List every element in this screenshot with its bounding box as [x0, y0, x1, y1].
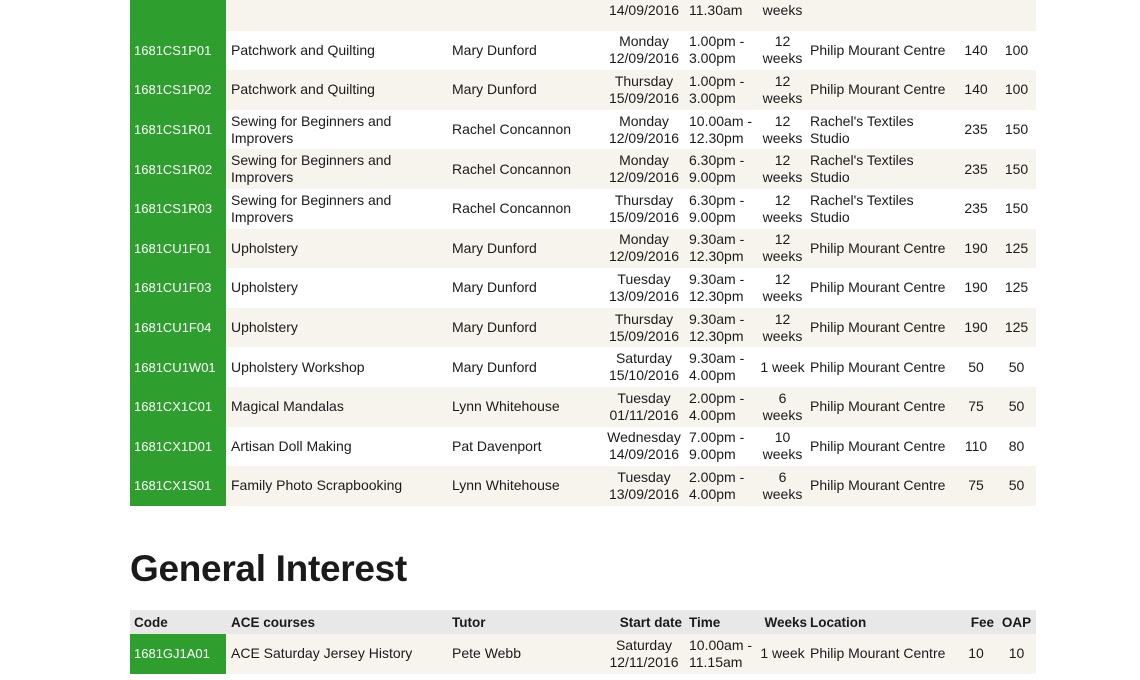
course-code: 1681CS1P02	[130, 70, 226, 110]
location: Rachel's Textiles Studio	[810, 191, 914, 225]
oap-fee: 150	[1004, 160, 1029, 177]
course-code: 1681CU1F03	[130, 268, 226, 308]
table-row	[130, 229, 1036, 269]
location: Rachel's Textiles Studio	[810, 152, 914, 186]
time: 9.30am - 12.30pm	[689, 231, 745, 265]
course-name: Sewing for Beginners and Improvers	[231, 191, 392, 225]
fee: 75	[968, 477, 984, 494]
oap-fee: 125	[1004, 279, 1029, 296]
tutor-name: Rachel Concannon	[452, 200, 572, 217]
oap-fee: 50	[1008, 477, 1025, 494]
location: Philip Mourant Centre	[810, 645, 946, 662]
course-name	[230, 0, 451, 31]
tutor-name: Rachel Concannon	[452, 160, 572, 177]
course-code: 1681CX1C01	[130, 387, 226, 427]
header-location: Location	[810, 614, 867, 630]
location: Philip Mourant Centre	[810, 41, 946, 58]
oap-fee: 125	[1004, 319, 1029, 336]
table-row	[130, 70, 1036, 110]
header-weeks: Weeks	[764, 614, 807, 630]
course-name: Upholstery Workshop	[231, 358, 365, 375]
fee: 110	[964, 437, 988, 454]
weeks: 12 weeks	[762, 33, 803, 67]
tutor-name: Mary Dunford	[452, 358, 537, 375]
course-name: Sewing for Beginners and Improvers	[231, 112, 392, 146]
course-code: 1681CU1F01	[130, 229, 226, 269]
start-date: Tuesday 13/09/2016	[608, 468, 680, 502]
fee	[955, 0, 997, 31]
start-date: Thursday 15/09/2016	[608, 310, 680, 344]
weeks: 12 weeks	[762, 72, 803, 106]
table-row	[130, 427, 1036, 467]
header-tutor: Tutor	[452, 614, 486, 630]
time: 9.30am - 12.30pm	[689, 310, 745, 344]
course-name: Upholstery	[231, 239, 298, 256]
weeks: 12 weeks	[762, 310, 803, 344]
fee: 235	[964, 200, 988, 217]
start-date: Saturday 15/10/2016	[608, 350, 680, 384]
oap-fee: 100	[1004, 81, 1029, 98]
oap-fee: 150	[1004, 121, 1029, 138]
start-date: Thursday 15/09/2016	[608, 191, 680, 225]
table-row	[130, 634, 1036, 674]
course-table-general-interest	[130, 610, 1036, 674]
tutor-name: Lynn Whitehouse	[452, 398, 560, 415]
location: Philip Mourant Centre	[810, 239, 946, 256]
course-name: Magical Mandalas	[231, 398, 344, 415]
weeks: 6 weeks	[762, 468, 803, 502]
header-code: Code	[134, 614, 168, 630]
header-start-date: Start date	[619, 614, 682, 630]
course-name: Artisan Doll Making	[231, 437, 352, 454]
time: 10.00am - 12.30pm	[689, 112, 753, 146]
time: 6.30pm - 9.00pm	[689, 191, 745, 225]
tutor-name: Mary Dunford	[452, 279, 537, 296]
header-oap: OAP	[1001, 614, 1032, 630]
tutor-name	[451, 0, 604, 31]
weeks: 6 weeks	[762, 389, 803, 423]
header-course: ACE courses	[231, 614, 316, 630]
table-row	[130, 466, 1036, 506]
fee: 235	[964, 160, 988, 177]
start-date: Saturday 12/11/2016	[609, 636, 679, 670]
time: 6.30pm - 9.00pm	[689, 152, 745, 186]
start-date: 14/09/2016	[608, 2, 680, 19]
course-code: 1681CU1F04	[130, 308, 226, 348]
fee: 190	[964, 319, 988, 336]
start-date: Monday 12/09/2016	[608, 152, 680, 186]
location: Philip Mourant Centre	[810, 358, 946, 375]
oap-fee: 80	[1008, 437, 1025, 454]
location: Philip Mourant Centre	[810, 279, 946, 296]
course-code: 1681GJ1A01	[130, 634, 226, 674]
time: 10.00am - 11.15am	[689, 636, 753, 670]
oap-fee: 100	[1004, 41, 1029, 58]
start-date: Wednesday 14/09/2016	[607, 429, 681, 463]
course-code: 1681CS1R03	[130, 189, 226, 229]
header-time: Time	[689, 614, 721, 630]
start-date: Thursday 15/09/2016	[608, 72, 680, 106]
table-row	[130, 189, 1036, 229]
start-date: Monday 12/09/2016	[608, 112, 680, 146]
tutor-name: Mary Dunford	[452, 319, 537, 336]
time: 2.00pm - 4.00pm	[689, 468, 745, 502]
weeks: 10 weeks	[762, 429, 803, 463]
oap-fee	[997, 0, 1036, 31]
start-date: Tuesday 01/11/2016	[609, 389, 679, 423]
location: Philip Mourant Centre	[810, 81, 946, 98]
tutor-name: Pete Webb	[452, 645, 522, 662]
start-date: Monday 12/09/2016	[608, 231, 680, 265]
tutor-name: Mary Dunford	[452, 41, 537, 58]
fee: 50	[968, 358, 984, 375]
location: Philip Mourant Centre	[810, 319, 946, 336]
oap-fee: 50	[1008, 358, 1025, 375]
weeks: 12 weeks	[762, 270, 803, 304]
table-row	[130, 268, 1036, 308]
course-code	[130, 0, 226, 31]
header-fee: Fee	[970, 614, 994, 630]
location	[807, 0, 955, 31]
fee: 75	[968, 398, 984, 415]
time: 9.30am - 4.00pm	[689, 350, 745, 384]
course-code: 1681CS1P01	[130, 31, 226, 71]
oap-fee: 125	[1004, 239, 1029, 256]
table-row	[130, 31, 1036, 71]
table-row	[130, 347, 1036, 387]
course-name: Patchwork and Quilting	[231, 81, 375, 98]
course-code: 1681CS1R02	[130, 149, 226, 189]
tutor-name: Mary Dunford	[452, 81, 537, 98]
course-name: Patchwork and Quilting	[231, 41, 375, 58]
time: 2.00pm - 4.00pm	[689, 389, 745, 423]
fee: 190	[964, 239, 988, 256]
time: 11.30am	[689, 2, 743, 19]
table-row	[130, 0, 1036, 31]
start-date: Monday 12/09/2016	[608, 33, 680, 67]
course-name: Family Photo Scrapbooking	[231, 477, 403, 494]
weeks: 12 weeks	[762, 231, 803, 265]
course-code: 1681CS1R01	[130, 110, 226, 150]
weeks: 1 week	[760, 358, 805, 375]
time: 1.00pm - 3.00pm	[689, 72, 745, 106]
course-code: 1681CX1S01	[130, 466, 226, 506]
fee: 235	[964, 121, 988, 138]
course-name: Sewing for Beginners and Improvers	[231, 152, 392, 186]
location: Philip Mourant Centre	[810, 437, 946, 454]
weeks: 12 weeks	[762, 191, 803, 225]
course-code: 1681CX1D01	[130, 427, 226, 467]
fee: 140	[964, 81, 988, 98]
fee: 10	[968, 645, 984, 662]
fee: 190	[964, 279, 988, 296]
time: 7.00pm - 9.00pm	[689, 429, 745, 463]
course-name: ACE Saturday Jersey History	[231, 645, 413, 662]
course-name: Upholstery	[231, 279, 298, 296]
section-title: General Interest	[130, 548, 407, 589]
tutor-name: Rachel Concannon	[452, 121, 572, 138]
course-code: 1681CU1W01	[130, 347, 226, 387]
time: 9.30am - 12.30pm	[689, 270, 745, 304]
table-row	[130, 110, 1036, 150]
oap-fee: 150	[1004, 200, 1029, 217]
table-row	[130, 387, 1036, 427]
location: Philip Mourant Centre	[810, 398, 946, 415]
course-name: Upholstery	[231, 319, 298, 336]
course-table-creative	[130, 0, 1036, 506]
weeks: 12 weeks	[762, 112, 803, 146]
time: 1.00pm - 3.00pm	[689, 33, 745, 67]
location: Rachel's Textiles Studio	[810, 112, 914, 146]
tutor-name: Mary Dunford	[452, 239, 537, 256]
table-row	[130, 149, 1036, 189]
start-date: Tuesday 13/09/2016	[608, 270, 680, 304]
tutor-name: Lynn Whitehouse	[452, 477, 560, 494]
oap-fee: 10	[1008, 645, 1025, 662]
oap-fee: 50	[1008, 398, 1025, 415]
fee: 140	[964, 41, 988, 58]
weeks: weeks	[762, 2, 803, 19]
location: Philip Mourant Centre	[810, 477, 946, 494]
tutor-name: Pat Davenport	[452, 437, 542, 454]
table-header-row	[130, 610, 1036, 634]
table-row	[130, 308, 1036, 348]
weeks: 1 week	[760, 645, 805, 662]
weeks: 12 weeks	[762, 152, 803, 186]
